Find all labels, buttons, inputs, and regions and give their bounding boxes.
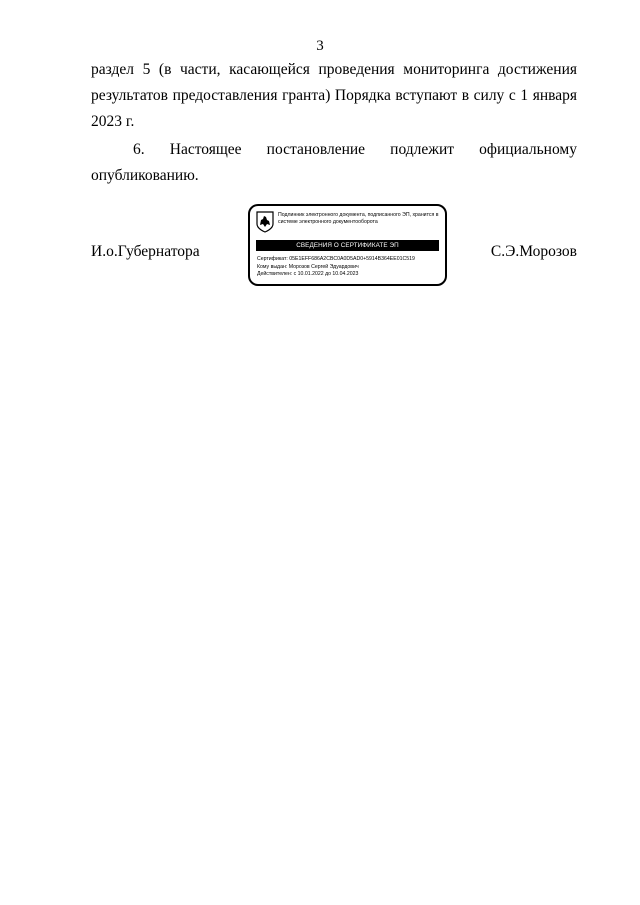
stamp-valid-value: с 10.01.2022 до 10.04.2023 xyxy=(293,271,359,277)
stamp-issued-to-row xyxy=(257,264,442,272)
signer-title: И.о.Губернатора xyxy=(91,243,200,260)
paragraph-item-6: 6. Настоящее постановление подлежит официальному опубликованию. xyxy=(91,141,577,184)
stamp-issued-to-label: Кому выдан: xyxy=(257,263,288,270)
stamp-valid-label: Действителен: xyxy=(257,271,293,277)
signer-name: С.Э.Морозов xyxy=(490,243,577,260)
stamp-banner: СВЕДЕНИЯ О СЕРТИФИКАТЕ ЭП xyxy=(256,240,439,251)
stamp-header: Подлинник электронного документа, подписанного ЭП, хранится в системе электронного документооборота xyxy=(278,212,439,225)
page-number: 3 xyxy=(316,38,324,54)
stamp-certificate-value: 05E1EFF686A2CBC0A0D5AD0+5914B364EE01C519 xyxy=(289,256,415,262)
stamp-certificate-row xyxy=(257,256,442,264)
stamp-details xyxy=(257,256,442,279)
stamp-valid-row xyxy=(257,271,442,279)
stamp-issued-to-value: Морозов Сергей Эдуардович xyxy=(288,263,359,270)
stamp-certificate-label: Сертификат: xyxy=(257,256,288,262)
paragraph-section-5: раздел 5 (в части, касающейся проведения мониторинга достижения результатов предоставления гранта) Порядка вступают в силу с 1 января 2023 г. xyxy=(91,61,577,130)
coat-of-arms-emblem-icon xyxy=(256,211,274,233)
signature-stamp xyxy=(248,204,447,286)
